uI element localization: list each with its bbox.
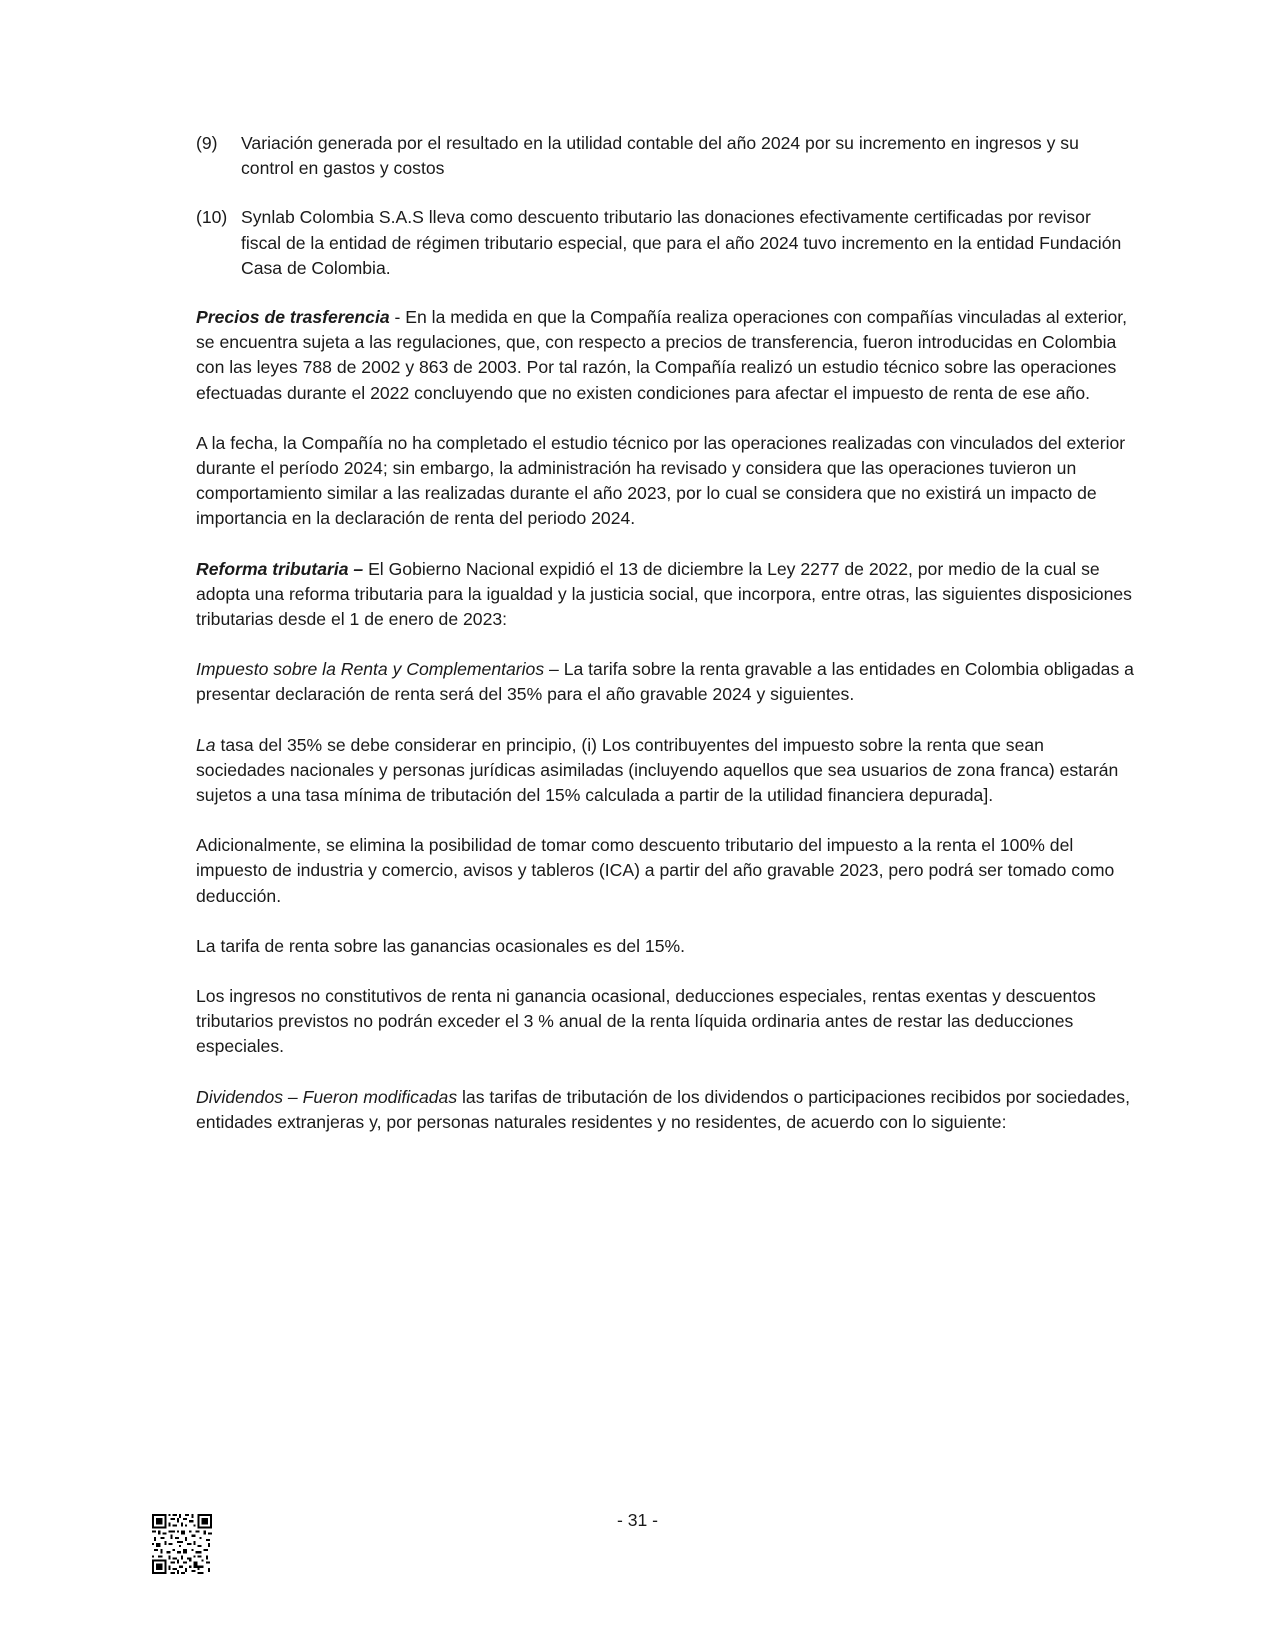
tax-reform-heading: Reforma tributaria –	[196, 558, 364, 579]
dividends-paragraph	[196, 1085, 1134, 1135]
qr-code-icon	[152, 1514, 212, 1574]
footnote-text: Synlab Colombia S.A.S lleva como descuento tributario las donaciones efectivamente certificadas por revisor fiscal de la entidad de régimen tributario especial, que para el año 2024 tuvo incremento en la entidad Fundación Casa de Colombia.	[241, 207, 1122, 278]
page-number: - 31 -	[616, 1510, 659, 1530]
income-tax-paragraph	[196, 657, 1134, 707]
income-tax-text: – La tarifa sobre la renta gravable a las entidades en Colombia obligadas a presentar declaración de renta será del 35% para el año gravable 2024 y siguientes.	[196, 659, 1134, 705]
tax-reform-paragraph	[196, 557, 1134, 633]
ica-paragraph: Adicionalmente, se elimina la posibilidad de tomar como descuento tributario del impuesto a la renta el 100% del impuesto de industria y comercio, avisos y tableros (ICA) a partir del año gravable 2023, pero podrá ser tomado como deducción.	[196, 835, 1115, 906]
rate-principle-lead: La	[196, 734, 216, 755]
tax-reform-text: El Gobierno Nacional expidió el 13 de diciembre la Ley 2277 de 2022, por medio de la cual se adopta una reforma tributaria para la igualdad y la justicia social, que incorpora, entre otras, las siguientes disposiciones tributarias desde el 1 de enero de 2023:	[196, 558, 1132, 630]
footnote-text: Variación generada por el resultado en la utilidad contable del año 2024 por su incremento en ingresos y su control en gastos y costos	[241, 133, 1079, 179]
dividends-text: las tarifas de tributación de los dividendos o participaciones recibidos por sociedades, entidades extranjeras y, por personas naturales residentes y no residentes, de acuerdo con lo siguiente:	[196, 1086, 1130, 1132]
income-tax-heading: Impuesto sobre la Renta y Complementarios	[196, 659, 545, 680]
rate-principle-text: tasa del 35% se debe considerar en principio, (i) Los contribuyentes del impuesto sobre la renta que sean sociedades nacionales y personas jurídicas asimiladas (incluyendo aquellos que sea usuarios de zona franca) estarán sujetos a una tasa mínima de tributación del 15% calculada a partir de la utilidad financiera depurada].	[196, 734, 1119, 806]
footnote-9	[196, 131, 1134, 181]
study-status-paragraph: A la fecha, la Compañía no ha completado el estudio técnico por las operaciones realizadas con vinculados del exterior durante el período 2024; sin embargo, la administración ha revisado y considera que las operaciones tuvieron un comportamiento similar a las realizadas durante el año 2023, por lo cual se considera que no existirá un impacto de importancia en la declaración de renta del periodo 2024.	[196, 432, 1126, 529]
document-body	[196, 131, 1134, 1160]
occasional-gains-paragraph: La tarifa de renta sobre las ganancias ocasionales es del 15%.	[196, 935, 686, 956]
deductions-limit-paragraph: Los ingresos no constitutivos de renta ni ganancia ocasional, deducciones especiales, rentas exentas y descuentos tributarios previstos no podrán exceder el 3 % anual de la renta líquida ordinaria antes de restar las deducciones especiales.	[196, 986, 1096, 1057]
transfer-pricing-text: - En la medida en que la Compañía realiza operaciones con compañías vinculadas al exterior, se encuentra sujeta a las regulaciones, que, con respecto a precios de transferencia, fueron introducidas en Colombia con las leyes 788 de 2002 y 863 de 2003. Por tal razón, la Compañía realizó un estudio técnico sobre las operaciones efectuadas durante el 2022 concluyendo que no existen condiciones para afectar el impuesto de renta de ese año.	[196, 307, 1128, 403]
dividends-heading: Dividendos – Fueron modificadas	[196, 1086, 458, 1107]
footnote-number: (9)	[196, 133, 218, 153]
rate-principle-paragraph	[196, 733, 1134, 809]
transfer-pricing-heading: Precios de trasferencia	[196, 307, 390, 328]
footnote-10	[196, 205, 1134, 281]
footnote-number: (10)	[196, 207, 228, 228]
transfer-pricing-paragraph	[196, 305, 1134, 406]
